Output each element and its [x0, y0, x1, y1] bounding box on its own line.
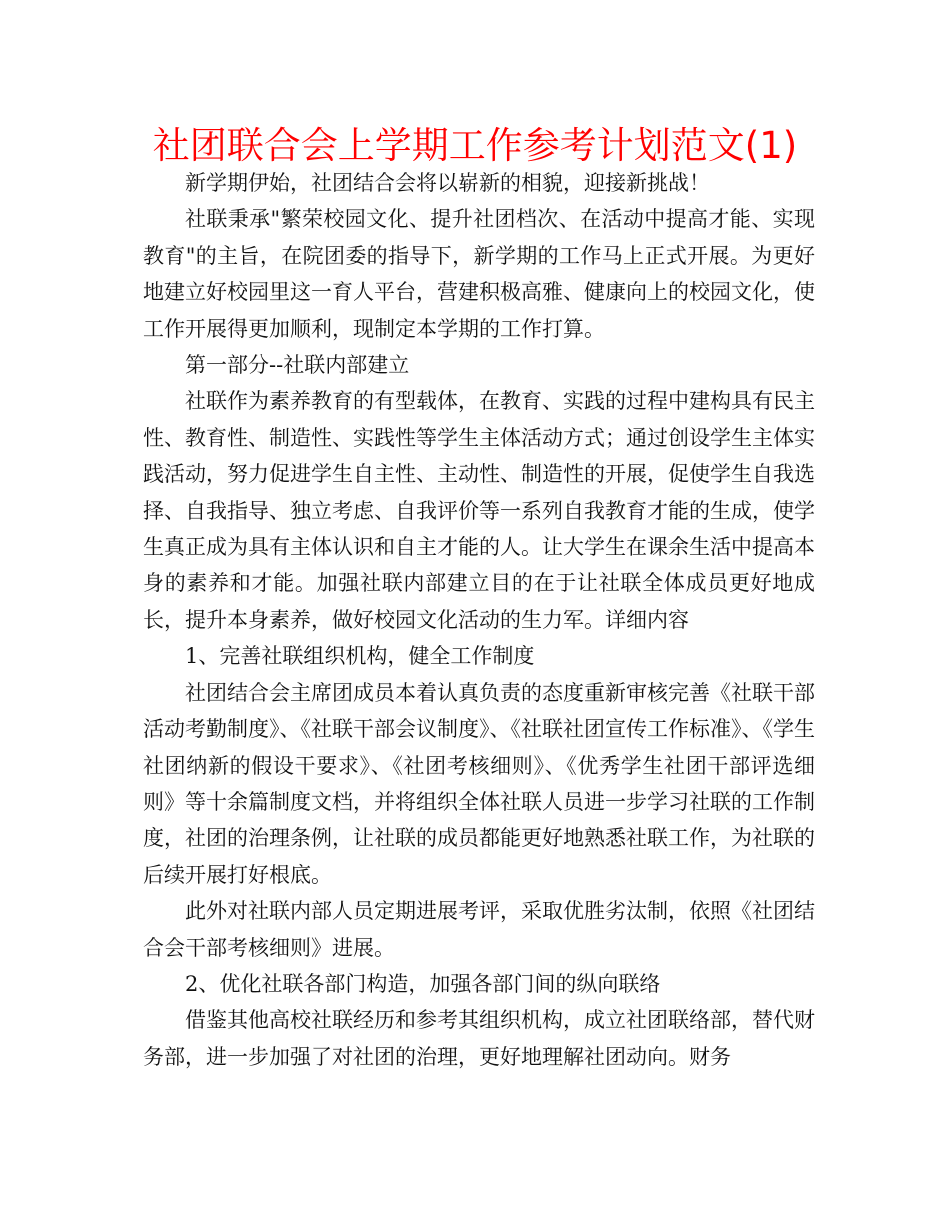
document-body — [143, 165, 815, 1075]
paragraph: 借鉴其他高校社联经历和参考其组织机构，成立社团联络部，替代财务部，进一步加强了对社团的治理，更好地理解社团动向。财务 — [143, 1008, 815, 1069]
document-title: 社团联合会上学期工作参考计划范文(1) — [152, 124, 798, 167]
paragraph: 此外对社联内部人员定期进展考评，采取优胜劣汰制，依照《社团结合会干部考核细则》进展。 — [143, 899, 815, 960]
paragraph: 新学期伊始，社团结合会将以崭新的相貌，迎接新挑战！ — [185, 171, 710, 195]
subsection-heading: 2、优化社联各部门构造，加强各部门间的纵向联络 — [185, 971, 661, 996]
paragraph: 社联秉承"繁荣校园文化、提升社团档次、在活动中提高才能、实现教育"的主旨，在院团委的指导下，新学期的工作马上正式开展。为更好地建立好校园里这一育人平台，营建积极高雅、健康向上的校园文化，使工作开展得更加顺利，现制定本学期的工作打算。 — [143, 207, 815, 341]
paragraph: 社团结合会主席团成员本着认真负责的态度重新审核完善《社联干部活动考勤制度》、《社联干部会议制度》、《社联社团宣传工作标准》、《学生社团纳新的假设干要求》、《社团考核细则》、《优秀学生社团干部评选细则》等十余篇制度文档，并将组织全体社联人员进一步学习社联的工作制度，社团的治理条例，让社联的成员都能更好地熟悉社联工作，为社联的后续开展打好根底。 — [143, 680, 815, 887]
paragraph: 社联作为素养教育的有型载体，在教育、实践的过程中建构具有民主性、教育性、制造性、实践性等学生主体活动方式；通过创设学生主体实践活动，努力促进学生自主性、主动性、制造性的开展，促使学生自我选择、自我指导、独立考虑、自我评价等一系列自我教育才能的生成，使学生真正成为具有主体认识和自主才能的人。让大学生在课余生活中提高本身的素养和才能。加强社联内部建立目的在于让社联全体成员更好地成长，提升本身素养，做好校园文化活动的生力军。详细内容 — [143, 389, 815, 632]
subsection-heading: 1、完善社联组织机构，健全工作制度 — [185, 644, 535, 669]
section-heading: 第一部分--社联内部建立 — [185, 353, 410, 378]
